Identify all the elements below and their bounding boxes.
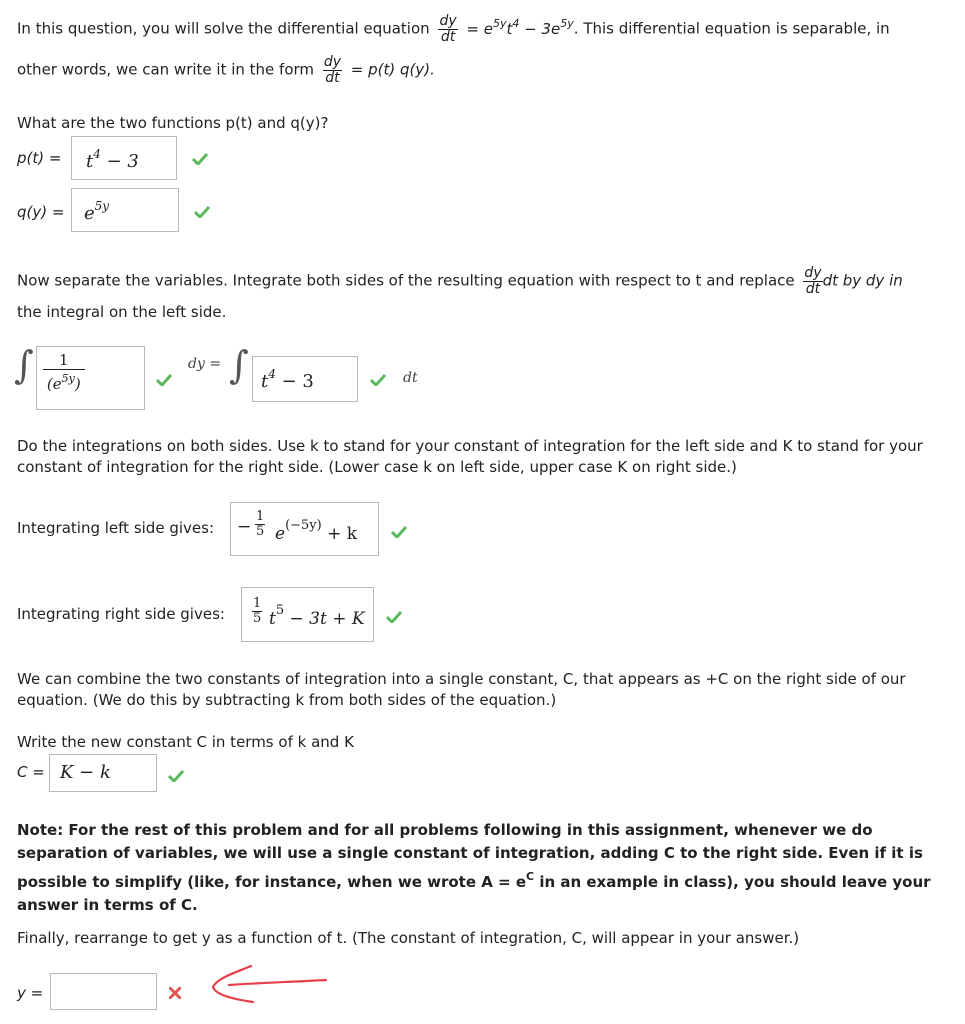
c-label: C = [17,763,45,781]
arrow-annotation [205,960,330,1010]
dy-dt-fraction-2: $\frac{dy}{dt}$ [323,54,341,86]
left-integrand-input[interactable]: $\frac{1}{(e^{5y})}$ [36,346,145,410]
right-integral-result-input[interactable]: $\frac{1}{5}$ $t^5 - 3t + K$ [241,587,374,642]
p-answer-input[interactable]: $t^4 - 3$ [71,136,177,180]
check-icon [386,611,402,623]
q2-line1: Now separate the variables. Integrate both sides of the resulting equation with respect to t and replace $\frac{dy}{dt}$ dt by dy in [17,265,903,297]
check-icon [391,526,407,538]
left-integral-result-input[interactable]: − $\frac{1}{5}$ $e^{(-5y)} + k$ [230,502,379,556]
y-answer-input[interactable] [50,973,157,1010]
dy-dt-fraction-3: $\frac{dy}{dt}$ [804,265,822,297]
cross-icon [169,987,181,999]
intro-line1: In this question, you will solve the differential equation $\frac{dy}{dt}$ = $e^{5y}t^4 - 3e^{5y}$. This differential equation is separable, in [17,13,890,45]
check-icon [194,206,210,218]
integrating-right-label: Integrating right side gives: [17,605,225,623]
note: Note: For the rest of this problem and for all problems following in this assignment, whenever we do separation of variables, we will use a single constant of integration, adding C to the right side. Even if it is possible to simplify (like, for instance, when we wrote $A = e^C$ in an example in class), you should leave your answer in terms of C. [17,821,931,914]
check-icon [192,153,208,165]
right-integrand-input[interactable]: $t^4 - 3$ [252,356,358,402]
y-label: y = [17,984,44,1002]
q-label: q(y) = [17,203,65,221]
q2-line2: the integral on the left side. [17,303,227,321]
check-icon [168,770,184,782]
integral-sign-right: ∫ [229,343,249,387]
integral-sign-left: ∫ [14,343,34,387]
intro-equation-rhs: = $e^{5y}t^4 - 3e^{5y}$ [466,16,574,38]
dt-label: dt [403,370,418,386]
intro-line2: other words, we can write it in the form $\frac{dy}{dt}$ = p(t) q(y). [17,54,435,86]
dy-equals: dy = [188,356,222,372]
q3-instruction: Do the integrations on both sides. Use k to stand for your constant of integration for the left side and K to stand for your constant of integration for the right side. (Lower case k on left side, upper case K on right side.) [17,437,923,476]
dy-dt-fraction: $\frac{dy}{dt}$ [439,13,457,45]
q-answer-input[interactable]: $e^{5y}$ [71,188,179,232]
q4-instruction: We can combine the two constants of integration into a single constant, C, that appears as +C on the right side of our equation. (We do this by subtracting k from both sides of the equation.) [17,670,906,709]
check-icon [370,374,386,386]
q1-prompt: What are the two functions p(t) and q(y)? [17,114,329,132]
check-icon [156,374,172,386]
integrating-left-label: Integrating left side gives: [17,519,214,537]
c-answer-input[interactable]: K − k [49,754,157,792]
q4-prompt: Write the new constant C in terms of k and K [17,733,354,751]
final-prompt: Finally, rearrange to get y as a function of t. (The constant of integration, C, will appear in your answer.) [17,929,800,947]
p-label: p(t) = [17,149,62,167]
